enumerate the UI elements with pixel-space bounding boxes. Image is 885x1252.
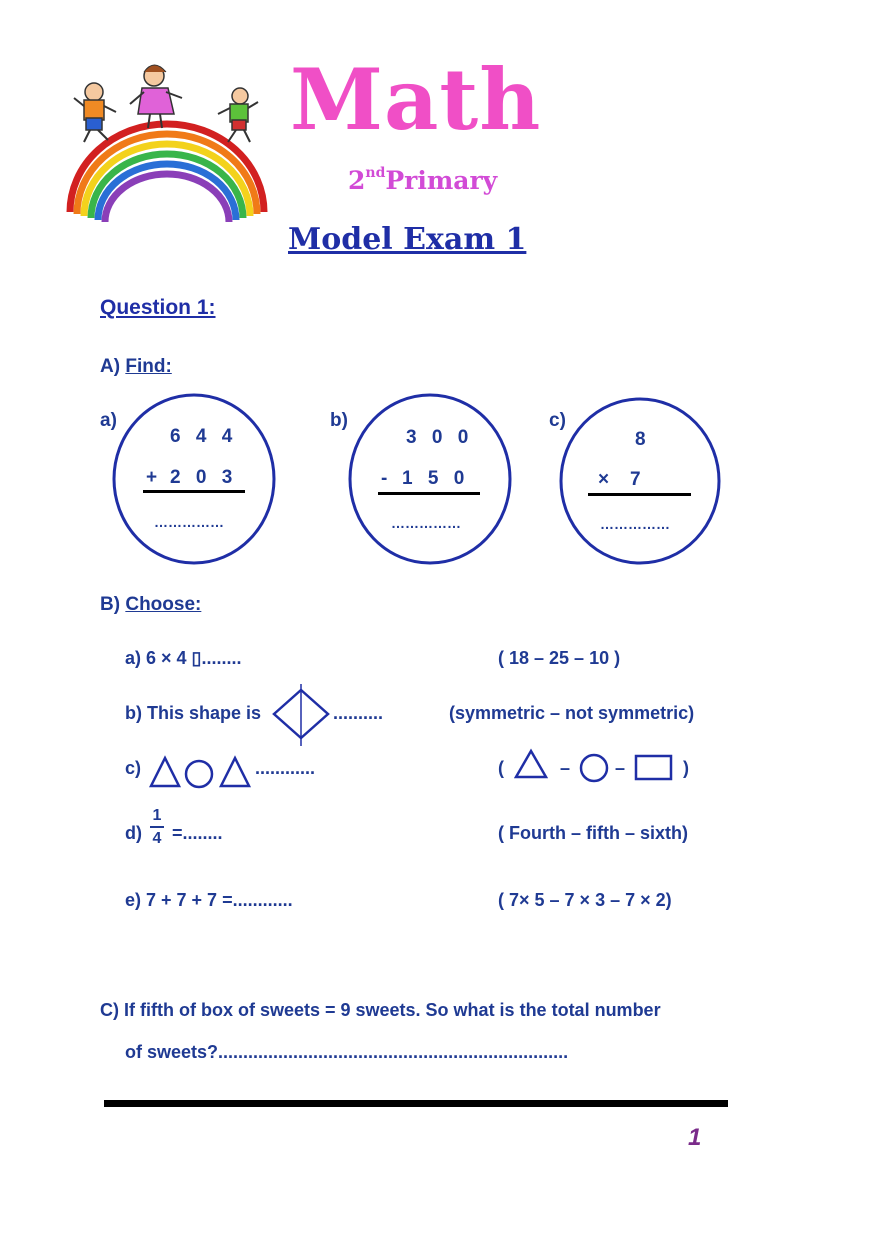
choose-b-question: b) This shape is xyxy=(125,703,262,723)
grade-label xyxy=(348,165,497,195)
problem-b-label: b) xyxy=(330,410,348,431)
problem-b-rule xyxy=(378,492,480,495)
problem-b-op: - xyxy=(381,468,393,489)
part-c-question-line1: C) If fifth of box of sweets = 9 sweets. So what is the total number xyxy=(100,1000,661,1020)
exam-title: Model Exam 1 xyxy=(288,222,527,257)
page-number: 1 xyxy=(688,1124,702,1151)
diamond-shape-icon xyxy=(270,684,332,748)
problem-b-answer[interactable]: …………… xyxy=(391,515,461,531)
choose-a-question: a) 6 × 4 ▯........ xyxy=(125,648,242,668)
kid-middle-icon xyxy=(130,65,182,128)
part-b-title: Choose: xyxy=(125,594,202,615)
part-c-question-line2[interactable]: of sweets?...................................................................... xyxy=(125,1042,569,1062)
part-b-label: B) xyxy=(100,594,121,615)
grade-word: Primary xyxy=(385,166,498,195)
page-title: Math xyxy=(290,50,542,149)
choose-c-open-paren: ( xyxy=(498,758,504,778)
grade-suffix: nd xyxy=(365,165,386,181)
choose-c-sep-1: – xyxy=(560,758,571,778)
circle-shape-icon xyxy=(186,761,212,787)
fraction-numerator: 1 xyxy=(150,806,164,828)
part-a-heading xyxy=(100,356,172,378)
problem-b-bottom: 1 5 0 xyxy=(402,468,470,489)
choose-b-options: (symmetric – not symmetric) xyxy=(449,703,695,723)
choose-a-options: ( 18 – 25 – 10 ) xyxy=(498,648,621,668)
problem-a-rule xyxy=(143,490,245,493)
fraction-one-fourth xyxy=(150,806,164,850)
choose-c-label: c) xyxy=(125,758,142,778)
problem-a-op: + xyxy=(146,467,163,488)
problem-c-rule xyxy=(588,493,691,496)
problem-a-top: 6 4 4 xyxy=(170,426,238,447)
circle-option-icon xyxy=(578,752,610,784)
part-b-heading xyxy=(100,594,201,616)
fraction-denominator: 4 xyxy=(152,830,162,847)
triangle-shape-icon xyxy=(221,758,249,786)
problem-a-label: a) xyxy=(100,410,117,431)
problem-c-op: × xyxy=(598,469,615,490)
triangle-shape-icon xyxy=(151,758,179,786)
problem-c-label: c) xyxy=(549,410,566,431)
choose-d-label: d) xyxy=(125,823,142,843)
rainbow-kids-illustration xyxy=(62,62,272,222)
choose-c-blank[interactable]: ............ xyxy=(255,758,316,778)
choose-d-options: ( Fourth – fifth – sixth) xyxy=(498,823,688,843)
choose-c-close-paren: ) xyxy=(683,758,689,778)
problem-a-answer[interactable]: …………… xyxy=(154,514,224,530)
kid-left-icon xyxy=(74,83,116,142)
choose-b-blank[interactable]: .......... xyxy=(333,703,384,723)
choose-d-blank[interactable]: =........ xyxy=(172,823,223,843)
kid-right-icon xyxy=(218,88,258,142)
part-a-label: A) xyxy=(100,356,121,377)
square-option-icon xyxy=(634,754,674,782)
choose-c-sep-2: – xyxy=(615,758,626,778)
problem-b-top: 3 0 0 xyxy=(406,427,474,448)
choose-e-question: e) 7 + 7 + 7 =............ xyxy=(125,890,293,910)
problem-a-bottom: 2 0 3 xyxy=(170,467,238,488)
problem-c-bottom: 7 xyxy=(630,469,646,490)
triangle-option-icon xyxy=(514,748,548,780)
problem-c-answer[interactable]: …………… xyxy=(600,516,670,532)
choose-e-options: ( 7× 5 – 7 × 3 – 7 × 2) xyxy=(498,890,672,910)
shape-pattern xyxy=(148,754,254,790)
footer-divider xyxy=(104,1100,728,1107)
grade-number: 2 xyxy=(348,166,366,195)
part-a-title: Find: xyxy=(125,356,172,377)
question-1-heading: Question 1: xyxy=(100,296,216,319)
problem-c-top: 8 xyxy=(635,429,651,450)
